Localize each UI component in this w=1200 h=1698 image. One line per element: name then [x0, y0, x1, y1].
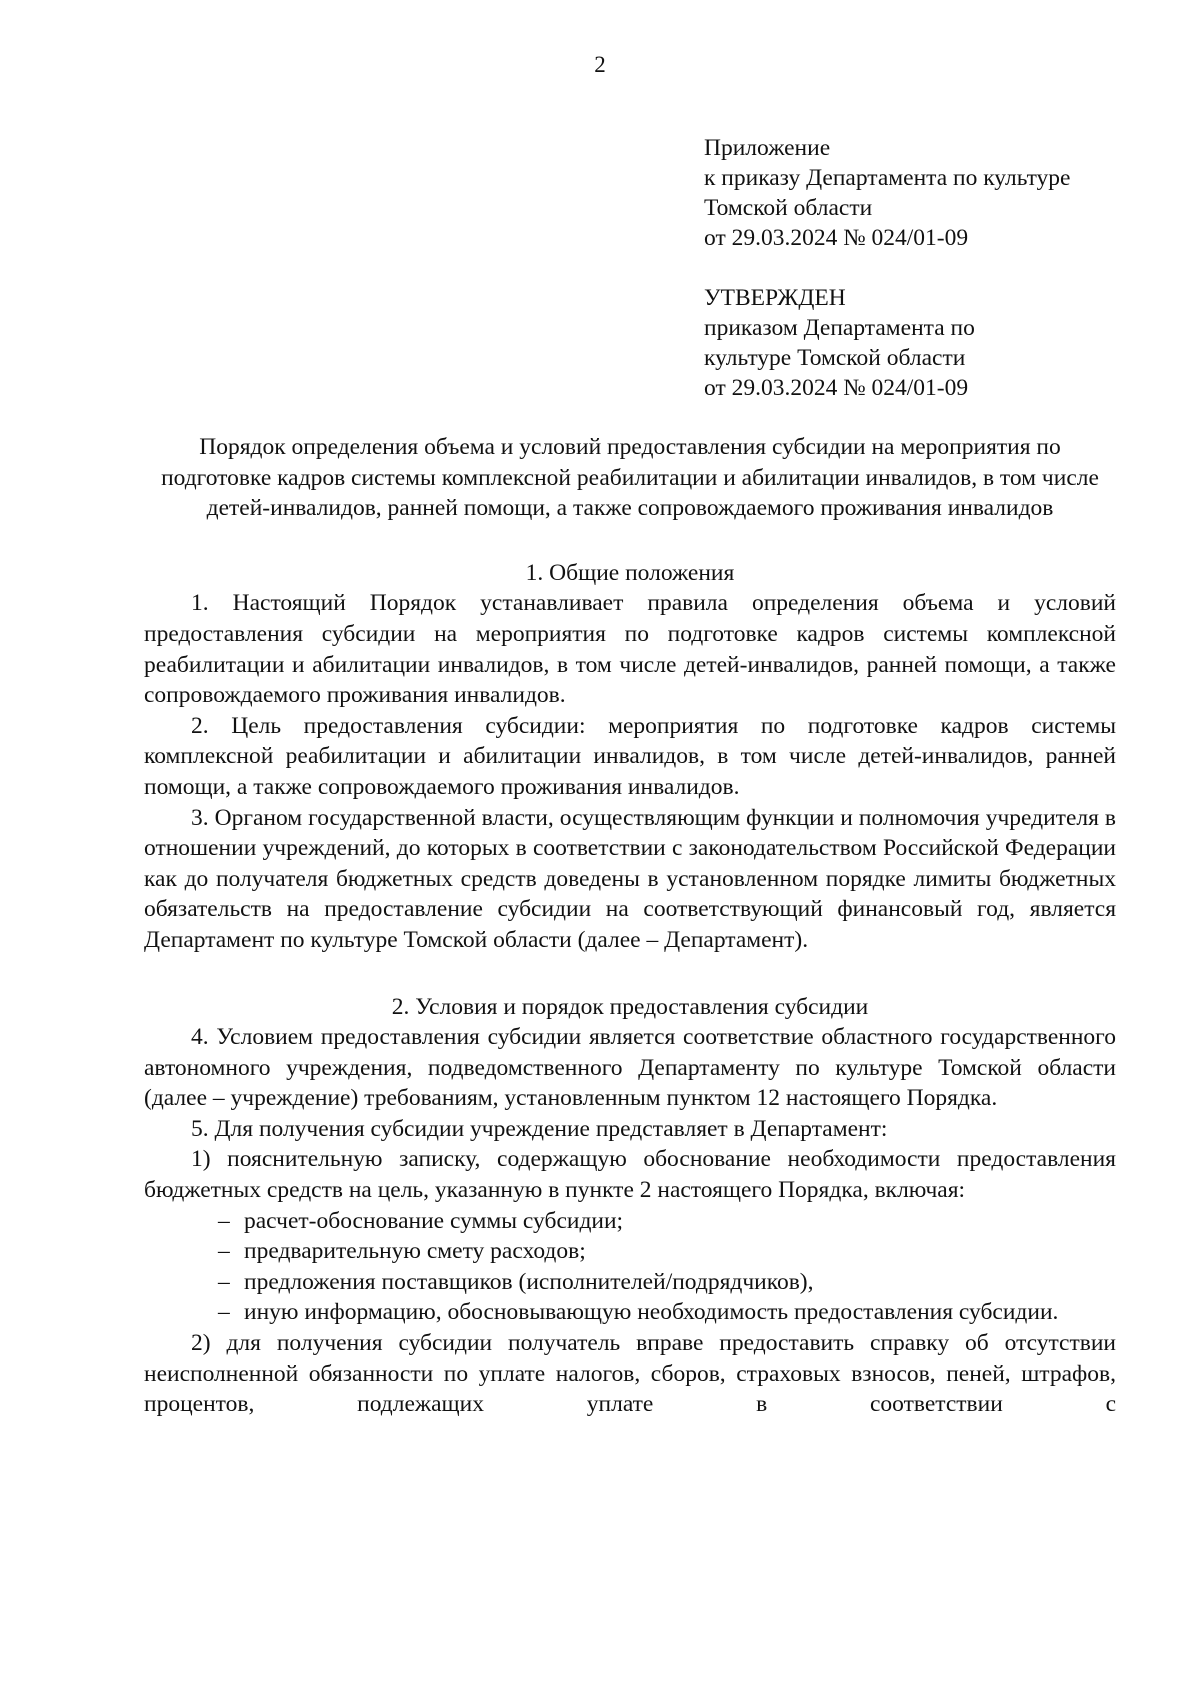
- bullet-marker: –: [218, 1299, 230, 1326]
- paragraph: 4. Условием предоставления субсидии является соответствие областного государственного автономного учреждения, подведомственного Департаменту по культуре Томской области (далее – учреждение) требованиям, установленным пунктом 12 настоящего Порядка.: [144, 1024, 1116, 1112]
- list-item: [144, 1297, 1116, 1328]
- document-body: [144, 432, 1116, 1420]
- appendix-line: Томской области: [704, 195, 873, 221]
- approval-heading: УТВЕРЖДЕН: [704, 285, 846, 311]
- section-heading: 2. Условия и порядок предоставления субсидии: [391, 993, 869, 1020]
- section-heading: 1. Общие положения: [525, 559, 735, 586]
- bullet-marker: –: [218, 1268, 230, 1295]
- list-item-text: расчет-обоснование суммы субсидии;: [244, 1207, 624, 1234]
- list-item: [144, 1236, 1116, 1267]
- approval-line: культуре Томской области: [704, 345, 966, 371]
- bullet-list: [144, 1206, 1116, 1328]
- bullet-marker: –: [218, 1238, 230, 1265]
- approval-block: [704, 283, 975, 403]
- page-number: 2: [594, 52, 606, 77]
- paragraph: 2. Цель предоставления субсидии: мероприятия по подготовке кадров системы комплексной реабилитации и абилитации инвалидов, в том числе детей-инвалидов, ранней помощи, а также сопровождаемого проживания инвалидов.: [144, 712, 1116, 800]
- paragraph: 1) пояснительную записку, содержащую обоснование необходимости предоставления бюджетных средств на цель, указанную в пункте 2 настоящего Порядка, включая:: [144, 1146, 1116, 1204]
- document-title: Порядок определения объема и условий предоставления субсидии на мероприятия по подготовке кадров системы комплексной реабилитации и абилитации инвалидов, в том числе детей-инвалидов, ранней помощи, а также сопровождаемого проживания инвалидов: [161, 434, 1099, 522]
- appendix-line: от 29.03.2024 № 024/01-09: [704, 225, 969, 251]
- appendix-line: к приказу Департамента по культуре: [704, 165, 1071, 191]
- appendix-line: Приложение: [704, 135, 831, 161]
- list-item-text: иную информацию, обосновывающую необходимость предоставления субсидии.: [244, 1299, 1059, 1326]
- paragraph: 2) для получения субсидии получатель вправе предоставить справку об отсутствии неисполненной обязанности по уплате налогов, сборов, страховых взносов, пеней, штрафов, процентов, подлежащих уплате в соответствии с: [144, 1330, 1116, 1418]
- approval-line: от 29.03.2024 № 024/01-09: [704, 375, 969, 401]
- list-item-text: предложения поставщиков (исполнителей/подрядчиков),: [244, 1268, 814, 1295]
- list-item-text: предварительную смету расходов;: [244, 1238, 586, 1265]
- approval-line: приказом Департамента по: [704, 315, 975, 341]
- paragraph: 3. Органом государственной власти, осуществляющим функции и полномочия учредителя в отношении учреждений, до которых в соответствии с законодательством Российской Федерации как до получателя бюджетных средств доведены в установленном порядке лимиты бюджетных обязательств на предоставление субсидии на соответствующий финансовый год, является Департамент по культуре Томской области (далее – Департамент).: [144, 804, 1116, 953]
- appendix-block: [704, 133, 1070, 253]
- paragraph: 5. Для получения субсидии учреждение представляет в Департамент:: [191, 1115, 888, 1142]
- bullet-marker: –: [218, 1207, 230, 1234]
- paragraph: 1. Настоящий Порядок устанавливает правила определения объема и условий предоставления субсидии на мероприятия по подготовке кадров системы комплексной реабилитации и абилитации инвалидов, в том числе детей-инвалидов, ранней помощи, а также сопровождаемого проживания инвалидов.: [144, 590, 1116, 709]
- list-item: [144, 1206, 1116, 1237]
- list-item: [144, 1267, 1116, 1298]
